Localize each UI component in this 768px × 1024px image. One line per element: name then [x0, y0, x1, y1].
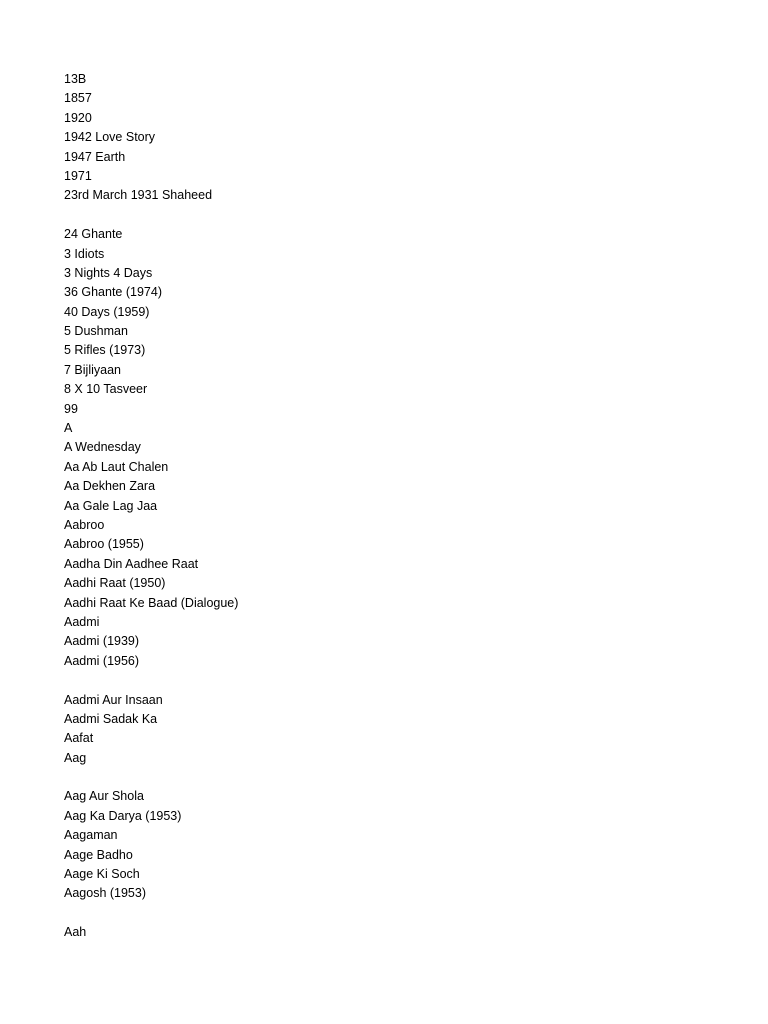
- list-item: Aadmi (1939): [64, 634, 140, 649]
- list-item: Aadha Din Aadhee Raat: [64, 556, 199, 571]
- list-item: Aagaman: [64, 828, 118, 843]
- list-item: 5 Dushman: [64, 324, 128, 339]
- document-page: [64, 70, 744, 943]
- blank-line: [64, 206, 744, 225]
- list-item: 5 Rifles (1973): [64, 343, 146, 358]
- blank-line: [64, 671, 744, 690]
- list-item: 1947 Earth: [64, 149, 126, 164]
- list-item: 8 X 10 Tasveer: [64, 382, 148, 397]
- list-item: Aabroo: [64, 517, 105, 532]
- list-item: Aa Ab Laut Chalen: [64, 459, 169, 474]
- list-item: 1857: [64, 91, 92, 106]
- list-item: Aadmi (1956): [64, 653, 140, 668]
- blank-line: [64, 904, 744, 923]
- list-item: 7 Bijliyaan: [64, 362, 121, 377]
- list-item: 1942 Love Story: [64, 130, 156, 145]
- list-item: Aagosh (1953): [64, 886, 147, 901]
- list-item: 40 Days (1959): [64, 304, 150, 319]
- list-item: Aadmi Aur Insaan: [64, 692, 163, 707]
- blank-line: [64, 768, 744, 787]
- list-item: 99: [64, 401, 78, 416]
- list-item: Aadmi: [64, 614, 100, 629]
- list-item: Aa Dekhen Zara: [64, 479, 156, 494]
- list-item: 36 Ghante (1974): [64, 285, 162, 300]
- list-item: Aabroo (1955): [64, 537, 144, 552]
- list-item: Aadhi Raat (1950): [64, 576, 166, 591]
- list-item: Aah: [64, 925, 87, 940]
- list-item: Aage Badho: [64, 847, 133, 862]
- list-item: Aadmi Sadak Ka: [64, 711, 158, 726]
- list-item: 13B: [64, 72, 87, 86]
- list-item: Aafat: [64, 731, 94, 746]
- list-item: Aadhi Raat Ke Baad (Dialogue): [64, 595, 239, 610]
- list-item: Aag Ka Darya (1953): [64, 808, 182, 823]
- list-item: Aag Aur Shola: [64, 789, 144, 804]
- list-item: 24 Ghante: [64, 227, 123, 242]
- list-item: A Wednesday: [64, 440, 141, 455]
- list-item: 23rd March 1931 Shaheed: [64, 188, 213, 203]
- list-item: Aag: [64, 750, 87, 765]
- list-item: 1920: [64, 110, 92, 125]
- list-item: A: [64, 421, 73, 436]
- list-item: Aa Gale Lag Jaa: [64, 498, 158, 513]
- list-item: 3 Nights 4 Days: [64, 265, 153, 280]
- list-item: Aage Ki Soch: [64, 867, 140, 882]
- list-item: 3 Idiots: [64, 246, 105, 261]
- list-item: 1971: [64, 168, 92, 183]
